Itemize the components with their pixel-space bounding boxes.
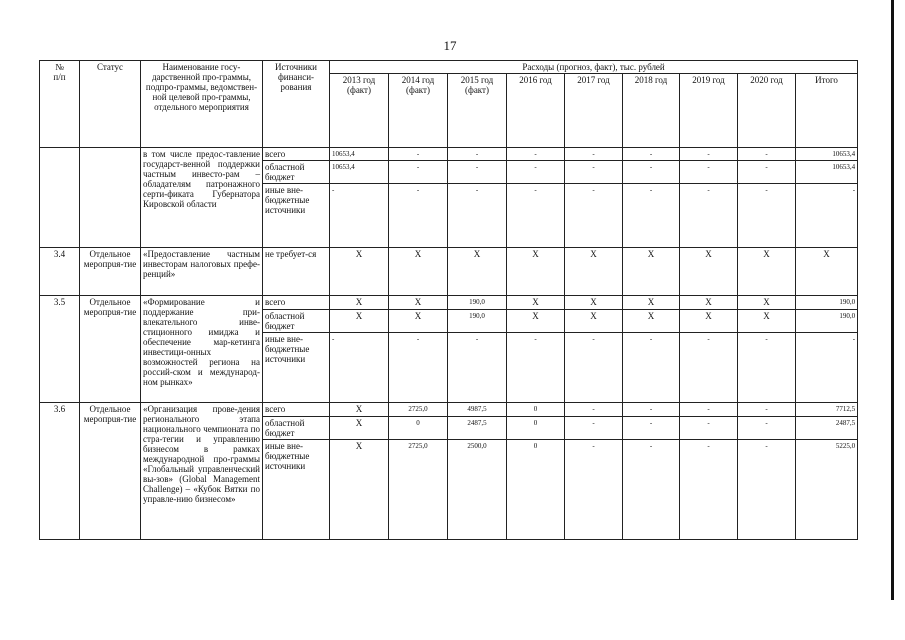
table-row xyxy=(40,248,858,296)
value-cell: 7712,5 xyxy=(796,403,858,417)
value-cell: - xyxy=(448,148,507,161)
value-cell: - xyxy=(330,333,389,403)
value-cell: X xyxy=(623,248,680,296)
value-cell: X xyxy=(565,248,623,296)
header-year: 2015 год (факт) xyxy=(448,74,507,148)
value-cell: - xyxy=(565,417,623,440)
header-status: Статус xyxy=(80,61,141,148)
table-row xyxy=(40,296,858,310)
value-cell: 2500,0 xyxy=(448,440,507,540)
value-cell: - xyxy=(738,184,796,248)
value-cell: - xyxy=(507,148,565,161)
value-cell: X xyxy=(623,296,680,310)
value-cell: 190,0 xyxy=(796,310,858,333)
value-cell: - xyxy=(507,184,565,248)
value-cell: X xyxy=(389,310,448,333)
value-cell: - xyxy=(680,161,738,184)
value-cell: X xyxy=(507,310,565,333)
value-cell: - xyxy=(448,161,507,184)
value-cell: X xyxy=(796,248,858,296)
value-cell: 10653,4 xyxy=(796,161,858,184)
value-cell: - xyxy=(565,333,623,403)
row-source: иные вне-бюджетные источники xyxy=(263,333,330,403)
header-year: 2018 год xyxy=(623,74,680,148)
value-cell: - xyxy=(389,161,448,184)
value-cell: - xyxy=(680,333,738,403)
row-source: областной бюджет xyxy=(263,310,330,333)
value-cell: 0 xyxy=(507,417,565,440)
value-cell: - xyxy=(448,184,507,248)
value-cell: - xyxy=(623,417,680,440)
value-cell: - xyxy=(680,417,738,440)
value-cell: - xyxy=(448,333,507,403)
row-status: Отдельное меропрuя-тие xyxy=(80,248,141,296)
header-year: 2019 год xyxy=(680,74,738,148)
value-cell: - xyxy=(680,403,738,417)
header-year: 2017 год xyxy=(565,74,623,148)
value-cell: - xyxy=(565,184,623,248)
row-source: всего xyxy=(263,403,330,417)
value-cell: - xyxy=(565,161,623,184)
budget-table xyxy=(39,60,858,540)
value-cell: - xyxy=(389,148,448,161)
value-cell: - xyxy=(623,161,680,184)
value-cell: X xyxy=(680,310,738,333)
value-cell: - xyxy=(565,403,623,417)
value-cell: - xyxy=(330,184,389,248)
value-cell: - xyxy=(623,184,680,248)
header-row-top xyxy=(40,61,858,74)
value-cell: - xyxy=(565,148,623,161)
row-source: всего xyxy=(263,296,330,310)
value-cell: X xyxy=(738,248,796,296)
row-source: всего xyxy=(263,148,330,161)
value-cell: 190,0 xyxy=(448,296,507,310)
header-year: 2016 год xyxy=(507,74,565,148)
value-cell: - xyxy=(738,333,796,403)
row-number: 3.4 xyxy=(40,248,80,296)
value-cell: - xyxy=(738,440,796,540)
table-body xyxy=(40,148,858,540)
value-cell: - xyxy=(565,440,623,540)
row-number xyxy=(40,148,80,248)
value-cell: 10653,4 xyxy=(330,161,389,184)
value-cell: - xyxy=(738,161,796,184)
value-cell: X xyxy=(738,310,796,333)
value-cell: X xyxy=(389,248,448,296)
page-edge-line xyxy=(891,0,894,600)
value-cell: - xyxy=(738,403,796,417)
value-cell: - xyxy=(738,148,796,161)
row-status: Отдельное меропрuя-тие xyxy=(80,403,141,540)
value-cell: - xyxy=(623,333,680,403)
header-sources: Источники финанси-рования xyxy=(263,61,330,148)
value-cell: - xyxy=(796,184,858,248)
value-cell: X xyxy=(330,248,389,296)
row-name: в том числе предос-тавление государст-венной поддержки частным инвесто-рам – обладателям патронажного серти-фиката Губернатора Кировской области xyxy=(141,148,263,248)
value-cell: X xyxy=(507,296,565,310)
header-name: Наименование госу-дарственной про-граммы, подпро-граммы, ведомствен-ной целевой про-граммы, отдельного мероприятия xyxy=(141,61,263,148)
value-cell: 190,0 xyxy=(448,310,507,333)
value-cell: - xyxy=(389,333,448,403)
header-expenses: Расходы (прогноз, факт), тыс. рублей xyxy=(330,61,858,74)
value-cell: 2487,5 xyxy=(796,417,858,440)
header-year: Итого xyxy=(796,74,858,148)
value-cell: 10653,4 xyxy=(796,148,858,161)
value-cell: X xyxy=(330,440,389,540)
value-cell: X xyxy=(330,296,389,310)
row-name: «Формирование и поддержание при-влекательного инве-стиционного имиджа и обеспечение мар-кетинга инвестици-онных возможностей региона на россий-ском и международ-ном рынках» xyxy=(141,296,263,403)
value-cell: X xyxy=(330,417,389,440)
row-source: не требует-ся xyxy=(263,248,330,296)
value-cell: 2487,5 xyxy=(448,417,507,440)
value-cell: - xyxy=(623,440,680,540)
value-cell: X xyxy=(680,296,738,310)
row-number: 3.5 xyxy=(40,296,80,403)
value-cell: - xyxy=(623,148,680,161)
row-status xyxy=(80,148,141,248)
row-number: 3.6 xyxy=(40,403,80,540)
value-cell: - xyxy=(738,417,796,440)
value-cell: X xyxy=(565,310,623,333)
table-row xyxy=(40,403,858,417)
value-cell: X xyxy=(738,296,796,310)
header-year: 2020 год xyxy=(738,74,796,148)
value-cell: X xyxy=(507,248,565,296)
value-cell: 5225,0 xyxy=(796,440,858,540)
value-cell: 10653,4 xyxy=(330,148,389,161)
table-row xyxy=(40,148,858,161)
value-cell: 190,0 xyxy=(796,296,858,310)
value-cell: 2725,0 xyxy=(389,440,448,540)
value-cell: X xyxy=(448,248,507,296)
value-cell: - xyxy=(680,184,738,248)
value-cell: X xyxy=(330,403,389,417)
value-cell: X xyxy=(680,248,738,296)
value-cell: X xyxy=(389,296,448,310)
value-cell: - xyxy=(389,184,448,248)
value-cell: - xyxy=(796,333,858,403)
value-cell: 0 xyxy=(389,417,448,440)
row-name: «Предоставление частным инвесторам налоговых префе-ренций» xyxy=(141,248,263,296)
value-cell: 2725,0 xyxy=(389,403,448,417)
value-cell: 0 xyxy=(507,403,565,417)
header-year: 2013 год (факт) xyxy=(330,74,389,148)
value-cell: - xyxy=(623,403,680,417)
row-name: «Организация прове-дения регионального этапа национального чемпионата по стра-тегии и управлению бизнесом в рамках международной про-граммы «Глобальный управленческий вы-зов» (Global Management Challenge) – «Кубок Вятки по управле-нию бизнесом» xyxy=(141,403,263,540)
value-cell: - xyxy=(507,333,565,403)
row-source: областной бюджет xyxy=(263,161,330,184)
value-cell: - xyxy=(680,440,738,540)
value-cell: - xyxy=(507,161,565,184)
header-no: № п/п xyxy=(40,61,80,148)
header-year: 2014 год (факт) xyxy=(389,74,448,148)
row-source: иные вне-бюджетные источники xyxy=(263,184,330,248)
value-cell: X xyxy=(623,310,680,333)
row-source: иные вне-бюджетные источники xyxy=(263,440,330,540)
value-cell: X xyxy=(330,310,389,333)
value-cell: - xyxy=(680,148,738,161)
page-number: 17 xyxy=(443,38,457,53)
value-cell: X xyxy=(565,296,623,310)
row-status: Отдельное меропрuя-тие xyxy=(80,296,141,403)
row-source: областной бюджет xyxy=(263,417,330,440)
value-cell: 0 xyxy=(507,440,565,540)
value-cell: 4987,5 xyxy=(448,403,507,417)
